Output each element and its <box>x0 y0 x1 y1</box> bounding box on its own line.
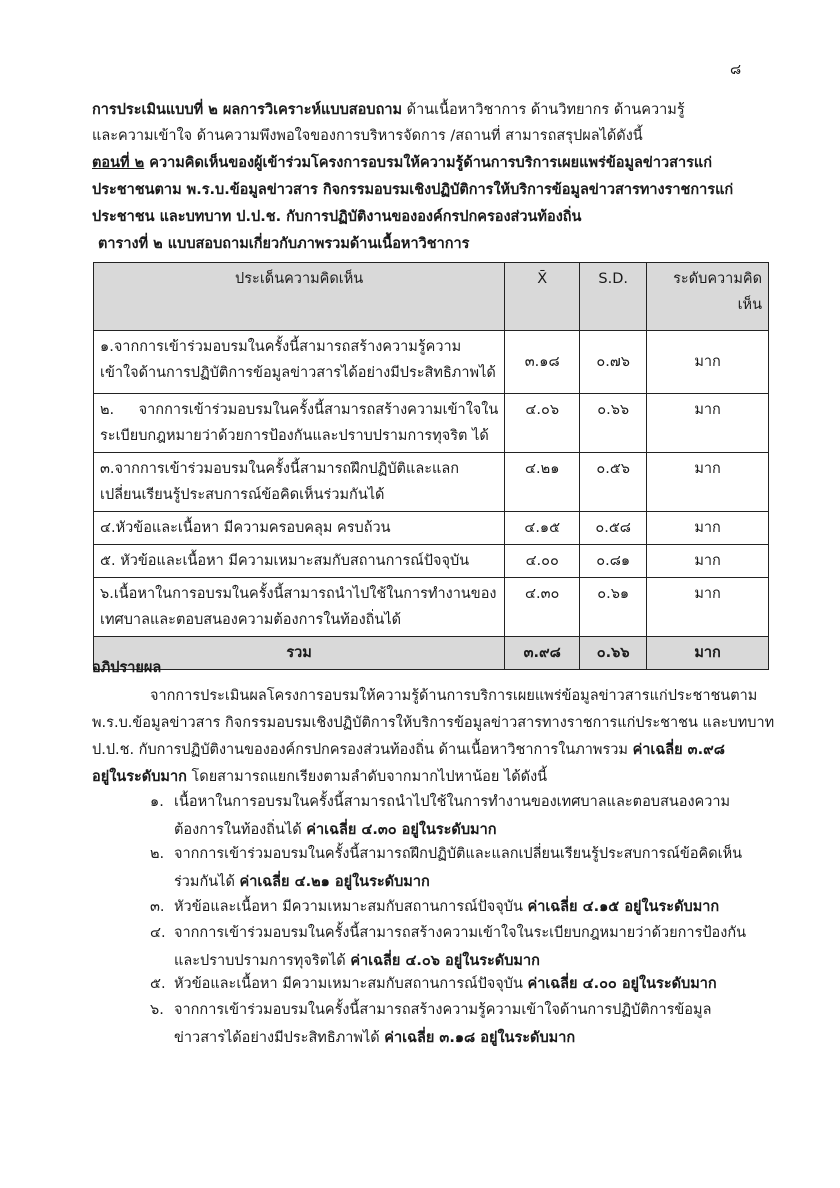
row-item: ๖.เนื้อหาในการอบรมในครั้งนี้สามารถนำไปใช้ในการทำงานของเทศบาลและตอบสนองความต้องการในท้องถิ่นได้ <box>94 578 505 637</box>
ranked-item <box>150 919 762 975</box>
section-text: ความคิดเห็นของผู้เข้าร่วมโครงการอบรมให้ความรู้ด้านการบริการเผยแพร่ข้อมูลข่าวสารแก่ <box>144 155 713 171</box>
item-text: จากการเข้าร่วมอบรมในครั้งนี้สามารถสร้างความรู้ความเข้าใจด้านการปฏิบัติการข้อมูลข่าวสารได้อย่างมีประสิทธิภาพได้ <box>174 1002 712 1046</box>
item-text: หัวข้อและเนื้อหา มีความเหมาะสมกับสถานการณ์ปัจจุบัน <box>174 899 528 915</box>
total-level: มาก <box>647 637 769 670</box>
header-mean: X̄ <box>505 263 580 331</box>
intro-line-2: และความเข้าใจ ด้านความพึงพอใจของการบริหารจัดการ /สถานที่ สามารถสรุปผลได้ดังนี้ <box>92 128 643 144</box>
row-sd: ๐.๖๖ <box>580 394 647 453</box>
discussion-text: โดยสามารถแยกเรียงตามลำดับจากมากไปหาน้อย ได้ดังนี้ <box>186 769 548 785</box>
item-score: ค่าเฉลี่ย ๔.๑๕ อยู่ในระดับมาก <box>527 899 720 915</box>
item-number: ๖. <box>150 1002 164 1018</box>
page-number: ๘ <box>730 62 742 78</box>
item-number: ๕. <box>150 976 166 992</box>
table-row <box>94 545 769 578</box>
opinion-table <box>93 262 769 670</box>
ranked-item <box>150 840 762 896</box>
row-level: มาก <box>647 545 769 578</box>
row-mean: ๔.๓๐ <box>505 578 580 637</box>
table-header-row <box>94 263 769 331</box>
intro-text: ด้านเนื้อหาวิชาการ ด้านวิทยากร ด้านความรู้ <box>402 102 685 118</box>
section-line-2: ประชาชนตาม พ.ร.บ.ข้อมูลข่าวสาร กิจกรรมอบรมเชิงปฏิบัติการให้บริการข้อมูลข่าวสารทางราชการแก่ <box>92 182 734 198</box>
discussion-title: อภิปรายผล <box>92 660 162 676</box>
section-line-1 <box>92 151 712 174</box>
row-level: มาก <box>647 578 769 637</box>
row-mean: ๓.๑๘ <box>505 331 580 394</box>
row-mean: ๔.๑๕ <box>505 512 580 545</box>
row-mean: ๔.๐๐ <box>505 545 580 578</box>
row-mean: ๔.๒๑ <box>505 453 580 512</box>
ranked-item <box>150 893 762 921</box>
item-text: เนื้อหาในการอบรมในครั้งนี้สามารถนำไปใช้ในการทำงานของเทศบาลและตอบสนองความต้องการในท้องถิ่นได้ <box>174 794 731 838</box>
total-sd: ๐.๖๖ <box>580 637 647 670</box>
row-item: ๔.หัวข้อและเนื้อหา มีความครอบคลุม ครบถ้วน <box>94 512 505 545</box>
item-score: ค่าเฉลี่ย ๔.๓๐ อยู่ในระดับมาก <box>306 822 497 838</box>
row-level: มาก <box>647 453 769 512</box>
row-mean: ๔.๐๖ <box>505 394 580 453</box>
table-row <box>94 512 769 545</box>
intro-line-1 <box>92 98 685 121</box>
item-number: ๒. <box>150 846 165 862</box>
ranked-item <box>150 788 762 844</box>
section-line-3: ประชาชน และบทบาท ป.ป.ช. กับการปฏิบัติงานขององค์กรปกครองส่วนท้องถิ่น <box>92 209 582 225</box>
item-text: จากการเข้าร่วมอบรมในครั้งนี้สามารถสร้างความเข้าใจในระเบียบกฎหมายว่าด้วยการป้องกันและปราบปรามการทุจริตได้ <box>174 925 747 969</box>
header-sd: S.D. <box>580 263 647 331</box>
item-score: ค่าเฉลี่ย ๔.๒๑ อยู่ในระดับมาก <box>239 874 430 890</box>
item-text: หัวข้อและเนื้อหา มีความเหมาะสมกับสถานการณ์ปัจจุบัน <box>174 976 528 992</box>
row-sd: ๐.๖๑ <box>580 578 647 637</box>
intro-heading: การประเมินแบบที่ ๒ ผลการวิเคราะห์แบบสอบถาม <box>92 102 403 118</box>
discussion-mean: ค่าเฉลี่ย ๓.๙๘ <box>632 742 725 758</box>
item-number: ๓. <box>150 899 165 915</box>
item-text: จากการเข้าร่วมอบรมในครั้งนี้สามารถฝึกปฏิบัติและแลกเปลี่ยนเรียนรู้ประสบการณ์ข้อคิดเห็นร่วมกันได้ <box>174 846 743 890</box>
total-label: รวม <box>94 637 505 670</box>
item-score: ค่าเฉลี่ย ๓.๑๘ อยู่ในระดับมาก <box>384 1030 576 1046</box>
row-item: ๒. จากการเข้าร่วมอบรมในครั้งนี้สามารถสร้างความเข้าใจในระเบียบกฎหมายว่าด้วยการป้องกันและปราบปรามการทุจริต ได้ <box>94 394 505 453</box>
discussion-text: ป.ป.ช. กับการปฏิบัติงานขององค์กรปกครองส่วนท้องถิ่น ด้านเนื้อหาวิชาการในภาพรวม <box>92 742 633 758</box>
table-total-row <box>94 637 769 670</box>
row-level: มาก <box>647 331 769 394</box>
row-item: ๑.จากการเข้าร่วมอบรมในครั้งนี้สามารถสร้างความรู้ความเข้าใจด้านการปฏิบัติการข้อมูลข่าวสารได้อย่างมีประสิทธิภาพได้ <box>94 331 505 394</box>
discussion-level: อยู่ในระดับมาก <box>92 769 187 785</box>
table-caption: ตารางที่ ๒ แบบสอบถามเกี่ยวกับภาพรวมด้านเนื้อหาวิชาการ <box>98 236 470 252</box>
discussion-line-4 <box>92 765 547 788</box>
table-row <box>94 394 769 453</box>
row-level: มาก <box>647 512 769 545</box>
discussion-line-1: จากการประเมินผลโครงการอบรมให้ความรู้ด้านการบริการเผยแพร่ข้อมูลข่าวสารแก่ประชาชนตาม <box>150 688 758 704</box>
item-number: ๑. <box>150 794 164 810</box>
header-item: ประเด็นความคิดเห็น <box>94 263 505 331</box>
item-number: ๔. <box>150 925 166 941</box>
section-label: ตอนที่ ๒ <box>92 155 145 171</box>
row-sd: ๐.๗๖ <box>580 331 647 394</box>
item-score: ค่าเฉลี่ย ๔.๐๐ อยู่ในระดับมาก <box>527 976 717 992</box>
ranked-item <box>150 970 762 998</box>
row-level: มาก <box>647 394 769 453</box>
discussion-line-2: พ.ร.บ.ข้อมูลข่าวสาร กิจกรรมอบรมเชิงปฏิบัติการให้บริการข้อมูลข่าวสารทางราชการแก่ประชาชน และบทบาท <box>92 715 775 731</box>
table-row <box>94 453 769 512</box>
row-sd: ๐.๘๑ <box>580 545 647 578</box>
row-item: ๓.จากการเข้าร่วมอบรมในครั้งนี้สามารถฝึกปฏิบัติและแลกเปลี่ยนเรียนรู้ประสบการณ์ข้อคิดเห็นร่วมกันได้ <box>94 453 505 512</box>
table-row <box>94 578 769 637</box>
header-level: ระดับความคิดเห็น <box>647 263 769 331</box>
discussion-line-3 <box>92 738 725 761</box>
total-mean: ๓.๙๘ <box>505 637 580 670</box>
row-sd: ๐.๕๖ <box>580 453 647 512</box>
ranked-item <box>150 996 762 1052</box>
row-sd: ๐.๕๘ <box>580 512 647 545</box>
row-item: ๕. หัวข้อและเนื้อหา มีความเหมาะสมกับสถานการณ์ปัจจุบัน <box>94 545 505 578</box>
table-row <box>94 331 769 394</box>
item-score: ค่าเฉลี่ย ๔.๐๖ อยู่ในระดับมาก <box>350 953 540 969</box>
